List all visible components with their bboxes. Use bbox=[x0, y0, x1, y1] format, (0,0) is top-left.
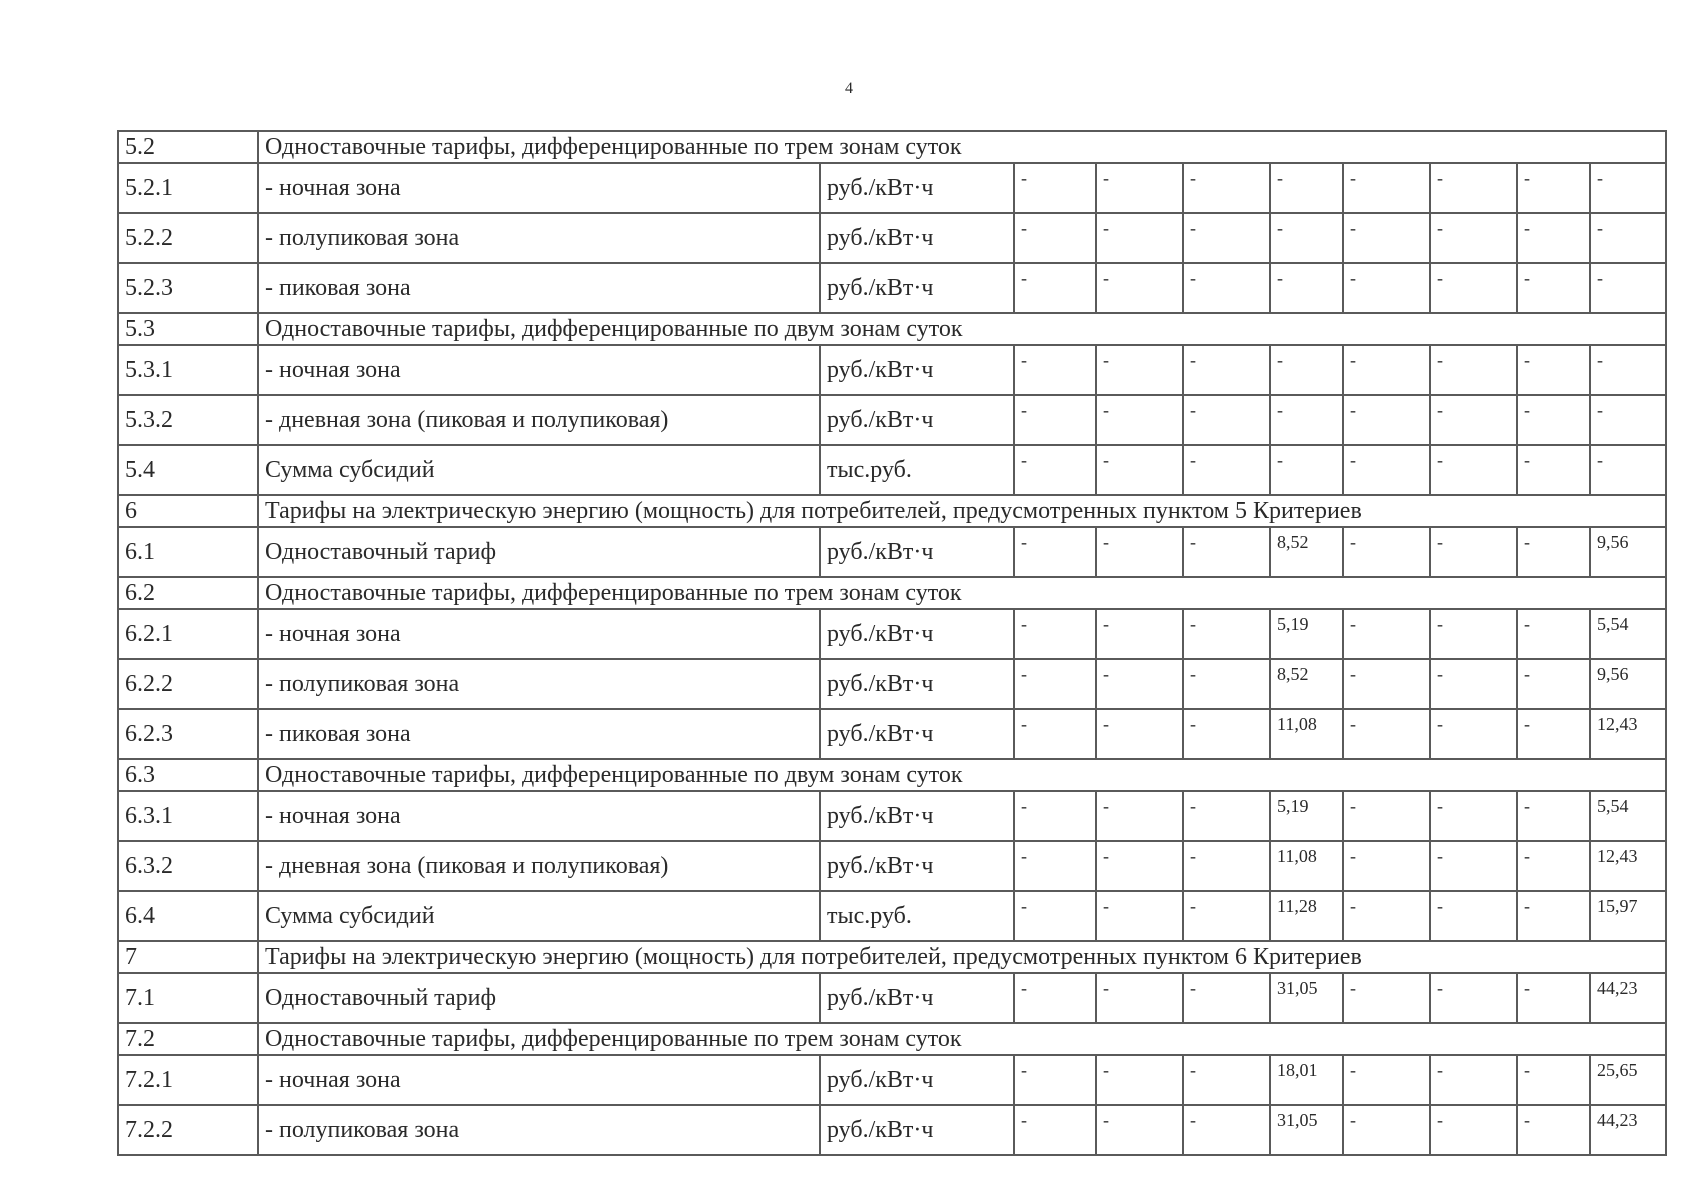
value-cell: - bbox=[1343, 659, 1430, 709]
value-cell: - bbox=[1430, 973, 1517, 1023]
table-row bbox=[118, 891, 1666, 941]
value-cell: 5,19 bbox=[1270, 609, 1343, 659]
value-cell: - bbox=[1430, 659, 1517, 709]
value-cell: - bbox=[1517, 445, 1590, 495]
row-number: 7.2 bbox=[118, 1023, 258, 1055]
row-name: - дневная зона (пиковая и полупиковая) bbox=[258, 841, 820, 891]
value-cell: - bbox=[1270, 445, 1343, 495]
value-cell: - bbox=[1096, 527, 1183, 577]
row-unit: тыс.руб. bbox=[820, 445, 1014, 495]
value-cell: - bbox=[1270, 163, 1343, 213]
value-cell: - bbox=[1014, 345, 1096, 395]
value-cell: 11,08 bbox=[1270, 709, 1343, 759]
row-unit: руб./кВт·ч bbox=[820, 527, 1014, 577]
section-row bbox=[118, 1023, 1666, 1055]
table-row bbox=[118, 709, 1666, 759]
table-row bbox=[118, 791, 1666, 841]
table-row bbox=[118, 445, 1666, 495]
value-cell: 5,19 bbox=[1270, 791, 1343, 841]
row-number: 7.2.2 bbox=[118, 1105, 258, 1155]
value-cell: - bbox=[1517, 1055, 1590, 1105]
value-cell: - bbox=[1014, 213, 1096, 263]
section-title: Одноставочные тарифы, дифференцированные по двум зонам суток bbox=[258, 313, 1666, 345]
section-row bbox=[118, 941, 1666, 973]
value-cell: - bbox=[1014, 709, 1096, 759]
value-cell: - bbox=[1183, 345, 1270, 395]
row-name: Сумма субсидий bbox=[258, 891, 820, 941]
value-cell: - bbox=[1183, 163, 1270, 213]
value-cell: - bbox=[1430, 709, 1517, 759]
section-row bbox=[118, 495, 1666, 527]
value-cell: - bbox=[1183, 659, 1270, 709]
value-cell: - bbox=[1343, 213, 1430, 263]
row-unit: руб./кВт·ч bbox=[820, 973, 1014, 1023]
value-cell: - bbox=[1183, 709, 1270, 759]
row-name: - полупиковая зона bbox=[258, 659, 820, 709]
value-cell: - bbox=[1343, 1055, 1430, 1105]
row-name: Сумма субсидий bbox=[258, 445, 820, 495]
value-cell: - bbox=[1096, 1055, 1183, 1105]
page-number: 4 bbox=[845, 80, 853, 97]
value-cell: - bbox=[1343, 163, 1430, 213]
row-unit: руб./кВт·ч bbox=[820, 1055, 1014, 1105]
value-cell: - bbox=[1096, 891, 1183, 941]
value-cell: - bbox=[1517, 609, 1590, 659]
value-cell: - bbox=[1183, 891, 1270, 941]
value-cell: - bbox=[1517, 527, 1590, 577]
value-cell: - bbox=[1096, 973, 1183, 1023]
row-name: - ночная зона bbox=[258, 1055, 820, 1105]
row-number: 6.3.2 bbox=[118, 841, 258, 891]
value-cell: - bbox=[1096, 1105, 1183, 1155]
value-cell: 9,56 bbox=[1590, 659, 1666, 709]
value-cell: - bbox=[1183, 527, 1270, 577]
value-cell: - bbox=[1014, 659, 1096, 709]
value-cell: - bbox=[1096, 791, 1183, 841]
value-cell: 12,43 bbox=[1590, 841, 1666, 891]
value-cell: 5,54 bbox=[1590, 791, 1666, 841]
row-name: Одноставочный тариф bbox=[258, 527, 820, 577]
value-cell: - bbox=[1343, 709, 1430, 759]
value-cell: - bbox=[1096, 659, 1183, 709]
value-cell: - bbox=[1430, 445, 1517, 495]
row-unit: руб./кВт·ч bbox=[820, 213, 1014, 263]
value-cell: - bbox=[1183, 395, 1270, 445]
row-number: 6.2 bbox=[118, 577, 258, 609]
row-number: 6.3.1 bbox=[118, 791, 258, 841]
row-name: - пиковая зона bbox=[258, 263, 820, 313]
row-number: 6.2.1 bbox=[118, 609, 258, 659]
value-cell: - bbox=[1590, 345, 1666, 395]
row-name: - ночная зона bbox=[258, 163, 820, 213]
value-cell: - bbox=[1590, 213, 1666, 263]
value-cell: - bbox=[1430, 163, 1517, 213]
value-cell: - bbox=[1343, 395, 1430, 445]
table-row bbox=[118, 1105, 1666, 1155]
value-cell: - bbox=[1270, 345, 1343, 395]
value-cell: - bbox=[1590, 263, 1666, 313]
value-cell: - bbox=[1590, 395, 1666, 445]
section-title: Одноставочные тарифы, дифференцированные по трем зонам суток bbox=[258, 131, 1666, 163]
row-unit: руб./кВт·ч bbox=[820, 791, 1014, 841]
row-unit: руб./кВт·ч bbox=[820, 659, 1014, 709]
row-number: 7.1 bbox=[118, 973, 258, 1023]
row-number: 5.3 bbox=[118, 313, 258, 345]
value-cell: - bbox=[1014, 841, 1096, 891]
value-cell: - bbox=[1183, 791, 1270, 841]
value-cell: - bbox=[1430, 1105, 1517, 1155]
value-cell: - bbox=[1014, 445, 1096, 495]
value-cell: - bbox=[1430, 1055, 1517, 1105]
value-cell: - bbox=[1096, 163, 1183, 213]
row-name: Одноставочный тариф bbox=[258, 973, 820, 1023]
value-cell: - bbox=[1014, 395, 1096, 445]
table-row bbox=[118, 263, 1666, 313]
row-number: 5.3.2 bbox=[118, 395, 258, 445]
row-name: - пиковая зона bbox=[258, 709, 820, 759]
table-row bbox=[118, 973, 1666, 1023]
table-row bbox=[118, 609, 1666, 659]
value-cell: - bbox=[1430, 345, 1517, 395]
value-cell: - bbox=[1517, 791, 1590, 841]
value-cell: - bbox=[1343, 445, 1430, 495]
value-cell: 12,43 bbox=[1590, 709, 1666, 759]
row-number: 5.4 bbox=[118, 445, 258, 495]
row-number: 5.3.1 bbox=[118, 345, 258, 395]
value-cell: - bbox=[1183, 445, 1270, 495]
row-name: - ночная зона bbox=[258, 345, 820, 395]
value-cell: 8,52 bbox=[1270, 527, 1343, 577]
value-cell: 5,54 bbox=[1590, 609, 1666, 659]
value-cell: - bbox=[1343, 263, 1430, 313]
table-row bbox=[118, 1055, 1666, 1105]
section-row bbox=[118, 131, 1666, 163]
value-cell: - bbox=[1096, 263, 1183, 313]
value-cell: 11,08 bbox=[1270, 841, 1343, 891]
value-cell: - bbox=[1517, 891, 1590, 941]
value-cell: - bbox=[1517, 395, 1590, 445]
table-row bbox=[118, 395, 1666, 445]
value-cell: - bbox=[1014, 1105, 1096, 1155]
row-unit: тыс.руб. bbox=[820, 891, 1014, 941]
value-cell: - bbox=[1096, 841, 1183, 891]
table-row bbox=[118, 345, 1666, 395]
value-cell: - bbox=[1517, 973, 1590, 1023]
row-name: - полупиковая зона bbox=[258, 1105, 820, 1155]
value-cell: - bbox=[1270, 213, 1343, 263]
value-cell: - bbox=[1430, 841, 1517, 891]
row-number: 6.1 bbox=[118, 527, 258, 577]
value-cell: - bbox=[1270, 395, 1343, 445]
value-cell: 25,65 bbox=[1590, 1055, 1666, 1105]
value-cell: - bbox=[1517, 213, 1590, 263]
table-row bbox=[118, 841, 1666, 891]
value-cell: - bbox=[1014, 263, 1096, 313]
value-cell: - bbox=[1096, 345, 1183, 395]
table-row bbox=[118, 163, 1666, 213]
row-number: 6.2.2 bbox=[118, 659, 258, 709]
value-cell: - bbox=[1430, 213, 1517, 263]
value-cell: - bbox=[1517, 841, 1590, 891]
row-unit: руб./кВт·ч bbox=[820, 395, 1014, 445]
section-row bbox=[118, 759, 1666, 791]
row-unit: руб./кВт·ч bbox=[820, 345, 1014, 395]
value-cell: 9,56 bbox=[1590, 527, 1666, 577]
section-title: Одноставочные тарифы, дифференцированные по двум зонам суток bbox=[258, 759, 1666, 791]
value-cell: - bbox=[1270, 263, 1343, 313]
row-unit: руб./кВт·ч bbox=[820, 841, 1014, 891]
row-number: 7.2.1 bbox=[118, 1055, 258, 1105]
row-number: 5.2.3 bbox=[118, 263, 258, 313]
value-cell: - bbox=[1183, 1055, 1270, 1105]
row-unit: руб./кВт·ч bbox=[820, 609, 1014, 659]
value-cell: - bbox=[1014, 1055, 1096, 1105]
value-cell: - bbox=[1517, 345, 1590, 395]
row-number: 7 bbox=[118, 941, 258, 973]
value-cell: - bbox=[1014, 973, 1096, 1023]
value-cell: - bbox=[1343, 973, 1430, 1023]
table-row bbox=[118, 659, 1666, 709]
row-number: 5.2.1 bbox=[118, 163, 258, 213]
value-cell: - bbox=[1014, 609, 1096, 659]
table-body bbox=[118, 131, 1666, 1155]
row-unit: руб./кВт·ч bbox=[820, 263, 1014, 313]
value-cell: - bbox=[1517, 163, 1590, 213]
section-row bbox=[118, 313, 1666, 345]
row-number: 6 bbox=[118, 495, 258, 527]
value-cell: - bbox=[1096, 609, 1183, 659]
section-title: Тарифы на электрическую энергию (мощность) для потребителей, предусмотренных пунктом 5 Критериев bbox=[258, 495, 1666, 527]
table-row bbox=[118, 213, 1666, 263]
value-cell: 44,23 bbox=[1590, 973, 1666, 1023]
value-cell: - bbox=[1430, 891, 1517, 941]
value-cell: 31,05 bbox=[1270, 1105, 1343, 1155]
row-name: - ночная зона bbox=[258, 609, 820, 659]
row-name: - ночная зона bbox=[258, 791, 820, 841]
value-cell: 31,05 bbox=[1270, 973, 1343, 1023]
section-row bbox=[118, 577, 1666, 609]
value-cell: - bbox=[1183, 841, 1270, 891]
row-unit: руб./кВт·ч bbox=[820, 163, 1014, 213]
row-number: 5.2.2 bbox=[118, 213, 258, 263]
row-unit: руб./кВт·ч bbox=[820, 1105, 1014, 1155]
value-cell: - bbox=[1430, 791, 1517, 841]
value-cell: - bbox=[1343, 527, 1430, 577]
value-cell: - bbox=[1183, 973, 1270, 1023]
value-cell: 44,23 bbox=[1590, 1105, 1666, 1155]
value-cell: - bbox=[1183, 1105, 1270, 1155]
row-number: 6.4 bbox=[118, 891, 258, 941]
value-cell: - bbox=[1343, 791, 1430, 841]
value-cell: - bbox=[1430, 609, 1517, 659]
value-cell: - bbox=[1343, 1105, 1430, 1155]
value-cell: - bbox=[1517, 1105, 1590, 1155]
value-cell: - bbox=[1183, 609, 1270, 659]
value-cell: - bbox=[1014, 163, 1096, 213]
value-cell: - bbox=[1096, 445, 1183, 495]
value-cell: 8,52 bbox=[1270, 659, 1343, 709]
section-title: Одноставочные тарифы, дифференцированные по трем зонам суток bbox=[258, 1023, 1666, 1055]
value-cell: - bbox=[1430, 263, 1517, 313]
tariff-table bbox=[117, 130, 1667, 1156]
value-cell: - bbox=[1343, 841, 1430, 891]
value-cell: - bbox=[1517, 263, 1590, 313]
value-cell: - bbox=[1183, 263, 1270, 313]
value-cell: - bbox=[1343, 609, 1430, 659]
value-cell: - bbox=[1183, 213, 1270, 263]
row-name: - дневная зона (пиковая и полупиковая) bbox=[258, 395, 820, 445]
value-cell: 18,01 bbox=[1270, 1055, 1343, 1105]
value-cell: - bbox=[1014, 891, 1096, 941]
value-cell: - bbox=[1517, 659, 1590, 709]
table-row bbox=[118, 527, 1666, 577]
value-cell: - bbox=[1590, 163, 1666, 213]
value-cell: - bbox=[1014, 791, 1096, 841]
value-cell: - bbox=[1096, 395, 1183, 445]
value-cell: 11,28 bbox=[1270, 891, 1343, 941]
value-cell: 15,97 bbox=[1590, 891, 1666, 941]
value-cell: - bbox=[1343, 891, 1430, 941]
value-cell: - bbox=[1430, 527, 1517, 577]
row-number: 6.3 bbox=[118, 759, 258, 791]
value-cell: - bbox=[1590, 445, 1666, 495]
value-cell: - bbox=[1517, 709, 1590, 759]
value-cell: - bbox=[1096, 709, 1183, 759]
value-cell: - bbox=[1096, 213, 1183, 263]
value-cell: - bbox=[1430, 395, 1517, 445]
section-title: Одноставочные тарифы, дифференцированные по трем зонам суток bbox=[258, 577, 1666, 609]
value-cell: - bbox=[1343, 345, 1430, 395]
section-title: Тарифы на электрическую энергию (мощность) для потребителей, предусмотренных пунктом 6 Критериев bbox=[258, 941, 1666, 973]
row-number: 5.2 bbox=[118, 131, 258, 163]
row-name: - полупиковая зона bbox=[258, 213, 820, 263]
value-cell: - bbox=[1014, 527, 1096, 577]
row-number: 6.2.3 bbox=[118, 709, 258, 759]
row-unit: руб./кВт·ч bbox=[820, 709, 1014, 759]
